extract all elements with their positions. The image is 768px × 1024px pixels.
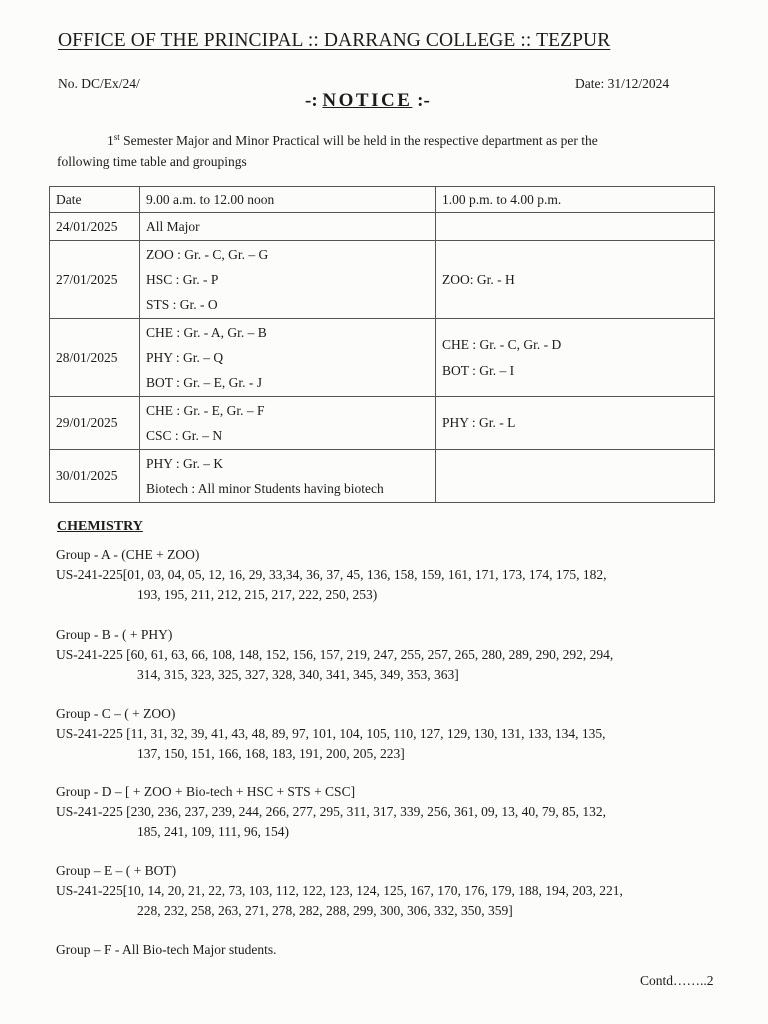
morning-line: CHE : Gr. - E, Gr. – F	[146, 403, 265, 418]
header-afternoon: 1.00 p.m. to 4.00 p.m.	[436, 187, 715, 213]
notice-title-right: :-	[412, 90, 430, 111]
morning-line: ZOO : Gr. - C, Gr. – G	[146, 247, 269, 262]
table-row	[50, 213, 715, 241]
group-roll-numbers-cont: 137, 150, 151, 166, 168, 183, 191, 200, 205, 223]	[137, 746, 405, 761]
group-title: Group - B - ( + PHY)	[56, 627, 173, 642]
header-morning: 9.00 a.m. to 12.00 noon	[140, 187, 436, 213]
morning-line: PHY : Gr. – Q	[146, 350, 224, 365]
intro-line-1	[57, 130, 697, 151]
row-morning	[140, 241, 436, 319]
row-afternoon	[436, 241, 715, 319]
group-roll-numbers: US-241-225 [60, 61, 63, 66, 108, 148, 152, 156, 157, 219, 247, 255, 257, 265, 280, 289, 290, 292, 294,	[56, 647, 614, 662]
group-roll-numbers: US-241-225 [11, 31, 32, 39, 41, 43, 48, 89, 97, 101, 104, 105, 110, 127, 129, 130, 131, 133, 134, 135,	[56, 726, 606, 741]
row-afternoon	[436, 450, 715, 503]
table-row	[50, 450, 715, 503]
morning-line: STS : Gr. - O	[146, 297, 218, 312]
morning-line: PHY : Gr. – K	[146, 456, 224, 471]
row-afternoon	[436, 319, 715, 397]
afternoon-line: PHY : Gr. - L	[442, 415, 516, 430]
table-row	[50, 319, 715, 397]
row-morning	[140, 397, 436, 450]
group-title: Group – F - All Bio-tech Major students.	[56, 942, 277, 957]
group-e	[56, 861, 736, 921]
afternoon-line: CHE : Gr. - C, Gr. - D	[442, 336, 562, 352]
header-date: Date	[50, 187, 140, 213]
row-afternoon	[436, 397, 715, 450]
intro-ordinal: 1	[107, 133, 114, 148]
morning-line: CHE : Gr. - A, Gr. – B	[146, 325, 267, 340]
continued-marker: Contd……..2	[640, 973, 714, 988]
row-morning	[140, 213, 436, 241]
group-title: Group – E – ( + BOT)	[56, 863, 177, 878]
row-date: 30/01/2025	[50, 450, 140, 503]
intro-paragraph	[57, 130, 697, 172]
timetable	[49, 186, 715, 503]
intro-text-1: Semester Major and Minor Practical will be held in the respective department as per the	[119, 133, 598, 148]
notice-title-left: -:	[305, 90, 323, 111]
group-d	[56, 782, 736, 842]
intro-line-2: following time table and groupings	[57, 154, 247, 169]
intro-ordinal-suffix: st	[113, 132, 120, 142]
afternoon-line: ZOO: Gr. - H	[442, 271, 515, 287]
morning-line: HSC : Gr. - P	[146, 272, 219, 287]
group-title: Group - A - (CHE + ZOO)	[56, 547, 200, 562]
group-c	[56, 704, 736, 764]
group-roll-numbers-cont: 185, 241, 109, 111, 96, 154)	[137, 824, 289, 839]
morning-line: CSC : Gr. – N	[146, 428, 223, 443]
group-roll-numbers: US-241-225[10, 14, 20, 21, 22, 73, 103, 112, 122, 123, 124, 125, 167, 170, 176, 179, 188, 194, 203, 221,	[56, 883, 623, 898]
row-afternoon	[436, 213, 715, 241]
group-b	[56, 625, 736, 685]
group-a	[56, 545, 736, 605]
morning-line: Biotech : All minor Students having biotech	[146, 481, 384, 496]
table-row	[50, 397, 715, 450]
timetable-header-row	[50, 187, 715, 213]
notice-title	[305, 90, 430, 112]
morning-line: All Major	[146, 219, 200, 234]
row-date: 27/01/2025	[50, 241, 140, 319]
notice-date: Date: 31/12/2024	[575, 76, 670, 91]
group-roll-numbers: US-241-225[01, 03, 04, 05, 12, 16, 29, 33,34, 36, 37, 45, 136, 158, 159, 161, 171, 173, 174, 175, 182,	[56, 567, 607, 582]
group-title: Group - C – ( + ZOO)	[56, 706, 176, 721]
office-header: OFFICE OF THE PRINCIPAL :: DARRANG COLLEGE :: TEZPUR	[58, 30, 611, 51]
row-date: 28/01/2025	[50, 319, 140, 397]
group-roll-numbers-cont: 228, 232, 258, 263, 271, 278, 282, 288, 299, 300, 306, 332, 350, 359]	[137, 903, 513, 918]
group-roll-numbers-cont: 193, 195, 211, 212, 215, 217, 222, 250, 253)	[137, 587, 378, 602]
row-date: 29/01/2025	[50, 397, 140, 450]
group-roll-numbers: US-241-225 [230, 236, 237, 239, 244, 266, 277, 295, 311, 317, 339, 256, 361, 09, 13, 40, 79, 85, 132,	[56, 804, 606, 819]
row-date: 24/01/2025	[50, 213, 140, 241]
morning-line: BOT : Gr. – E, Gr. - J	[146, 375, 263, 390]
group-f	[56, 940, 736, 960]
chemistry-heading: CHEMISTRY	[57, 519, 143, 534]
reference-number: No. DC/Ex/24/	[58, 76, 140, 91]
afternoon-line: BOT : Gr. – I	[442, 362, 515, 378]
row-morning	[140, 319, 436, 397]
group-roll-numbers-cont: 314, 315, 323, 325, 327, 328, 340, 341, 345, 349, 353, 363]	[137, 667, 459, 682]
table-row	[50, 241, 715, 319]
row-morning	[140, 450, 436, 503]
notice-title-word: NOTICE	[322, 90, 413, 111]
group-title: Group - D – [ + ZOO + Bio-tech + HSC + STS + CSC]	[56, 784, 356, 799]
